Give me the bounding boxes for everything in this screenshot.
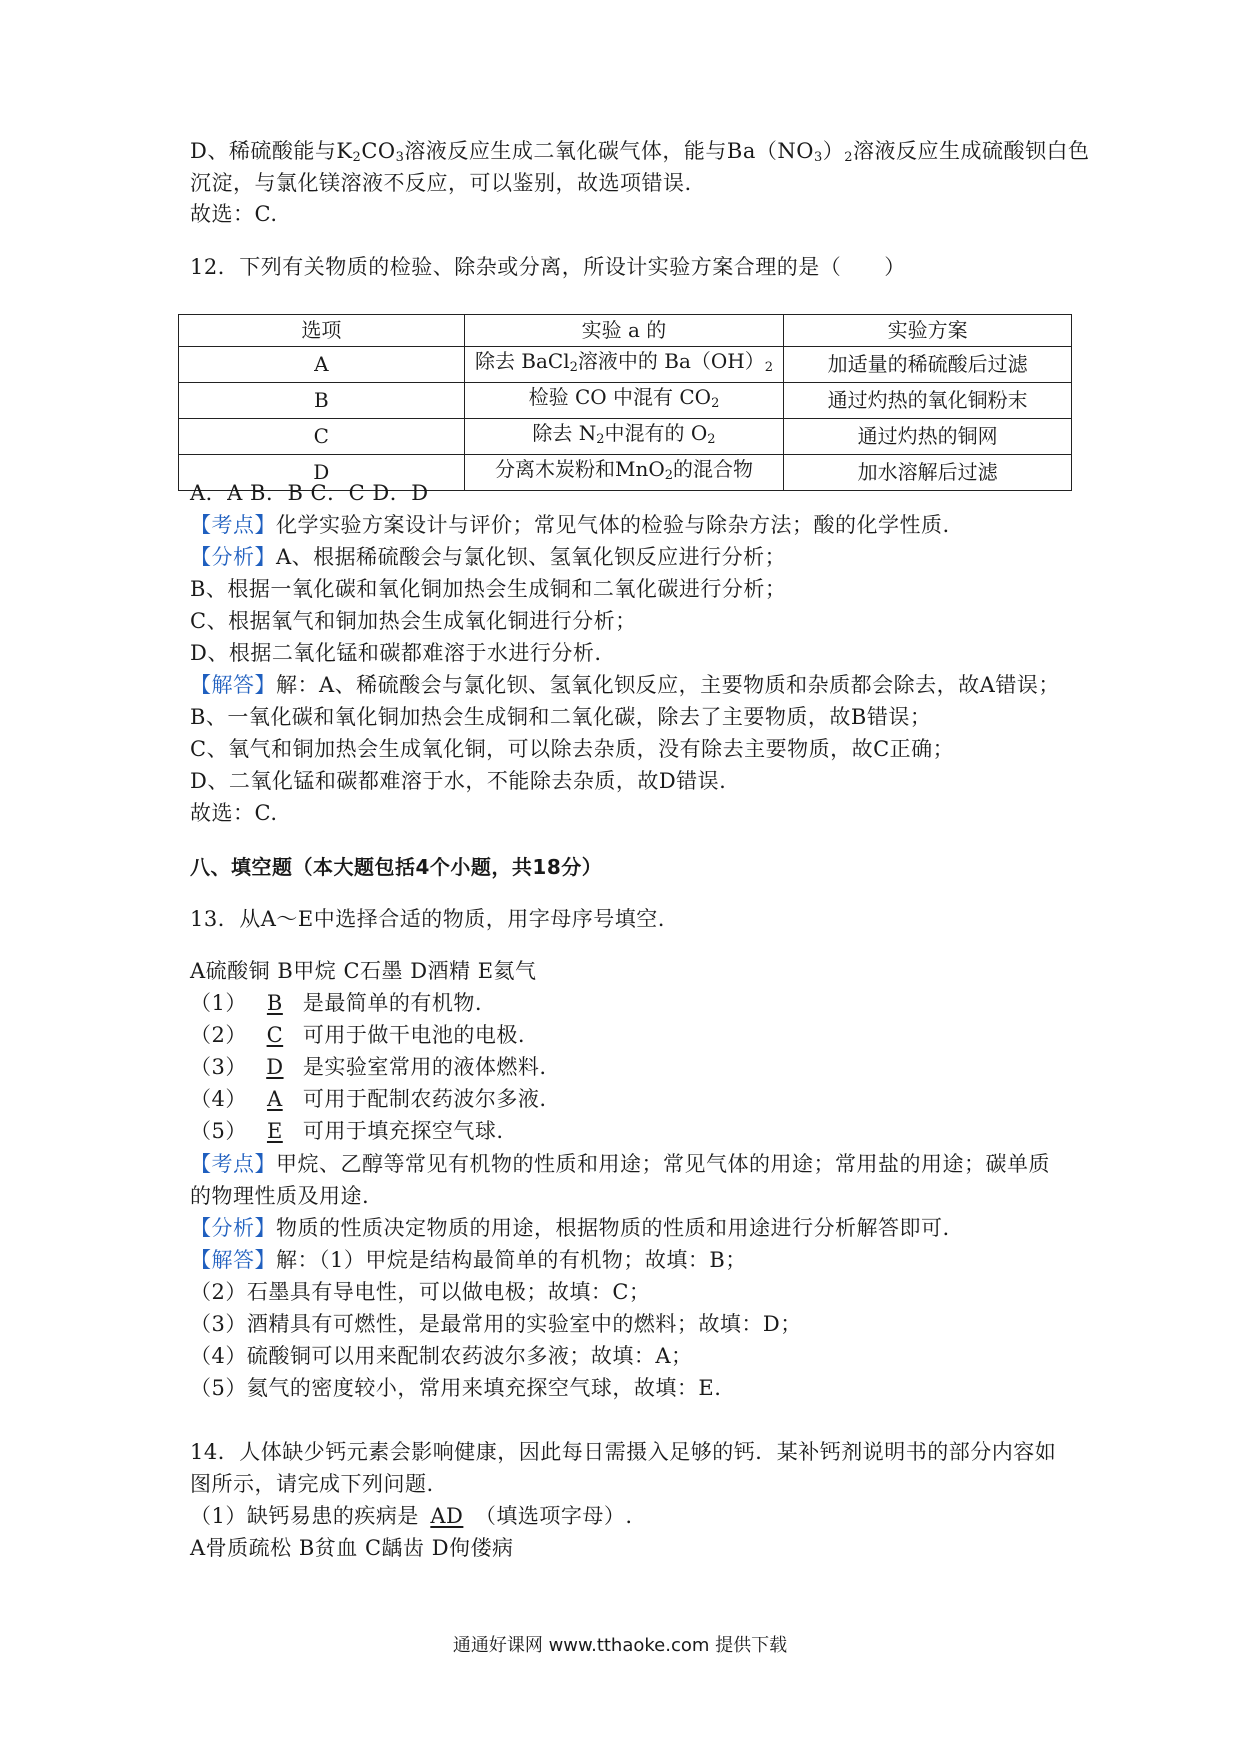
q13-jieda-line: （5）氦气的密度较小，常用来填充探空气球，故填：E. xyxy=(190,1376,722,1400)
fenxi-tag: 【分析】 xyxy=(190,545,276,569)
cell-goal: 分离木炭粉和MnO$_2$的混合物 xyxy=(464,455,784,491)
q12-experiment-table xyxy=(178,314,1072,491)
table-row xyxy=(179,419,1072,455)
q11-option-d-line1: D、稀硫酸能与$K_2CO_3$溶液反应生成二氧化碳气体，能与$Ba(NO_3)_2$溶液反应生成硫酸钡白色 xyxy=(190,139,1090,165)
q12-fenxi-line: B、根据一氧化碳和氧化铜加热会生成铜和二氧化碳进行分析； xyxy=(190,577,787,601)
q11-answer: 故选：C. xyxy=(190,202,278,226)
fenxi-tag: 【分析】 xyxy=(190,1216,276,1240)
q13-item: （2） C 可用于做干电池的电极. xyxy=(190,1020,525,1050)
q12-jieda-line: C、氧气和铜加热会生成氧化铜，可以除去杂质，没有除去主要物质，故C正确； xyxy=(190,737,955,761)
cell-plan: 通过灼热的铜网 xyxy=(784,419,1072,455)
q14-stem-line1: 14．人体缺少钙元素会影响健康，因此每日需摄入足够的钙．某补钙剂说明书的部分内容如 xyxy=(190,1440,1057,1464)
q13-jieda-line: （3）酒精具有可燃性，是最常用的实验室中的燃料；故填：D； xyxy=(190,1312,802,1336)
section-heading: 八、填空题（本大题包括4个小题，共18分） xyxy=(190,855,603,879)
cell-option: A xyxy=(179,347,465,383)
q13-fenxi: 【分析】物质的性质决定物质的用途，根据物质的性质和用途进行分析解答即可. xyxy=(190,1216,950,1240)
kaodian-tag: 【考点】 xyxy=(190,513,276,537)
q12-jieda-line: D、二氧化锰和碳都难溶于水，不能除去杂质，故D错误. xyxy=(190,769,727,793)
table-header-row xyxy=(179,315,1072,347)
cell-option: D xyxy=(179,455,465,491)
q13-kaodian-line2: 的物理性质及用途. xyxy=(190,1184,370,1208)
answer-blank: A xyxy=(267,1087,283,1111)
header-goal: 实验 a 的 xyxy=(464,315,784,347)
answer-blank: D xyxy=(266,1055,284,1079)
q14-choices: A骨质疏松 B贫血 C龋齿 D佝偻病 xyxy=(190,1536,514,1560)
q13-item: （4） A 可用于配制农药波尔多液. xyxy=(190,1084,547,1114)
q13-stem: 13．从A～E中选择合适的物质，用字母序号填空. xyxy=(190,907,665,931)
q12-answer: 故选：C. xyxy=(190,801,278,825)
header-plan: 实验方案 xyxy=(784,315,1072,347)
header-option: 选项 xyxy=(179,315,465,347)
q13-jieda-line: （2）石墨具有导电性，可以做电极；故填：C； xyxy=(190,1280,651,1304)
q13-jieda: 【解答】解：（1）甲烷是结构最简单的有机物；故填：B； xyxy=(190,1248,747,1272)
cell-plan: 加水溶解后过滤 xyxy=(784,455,1072,491)
q12-jieda-line: B、一氧化碳和氧化铜加热会生成铜和二氧化碳，除去了主要物质，故B错误； xyxy=(190,705,932,729)
cell-option: C xyxy=(179,419,465,455)
q14-stem-line2: 图所示，请完成下列问题. xyxy=(190,1472,434,1496)
q12-fenxi-line: D、根据二氧化锰和碳都难溶于水进行分析. xyxy=(190,641,602,665)
cell-goal: 检验 CO 中混有 $CO_2$ xyxy=(464,383,784,419)
q11-option-d-line2: 沉淀，与氯化镁溶液不反应，可以鉴别，故选项错误. xyxy=(190,171,692,195)
jieda-tag: 【解答】 xyxy=(190,1248,276,1272)
cell-goal: 除去 $N_2$中混有的 $O_2$ xyxy=(464,419,784,455)
q12-jieda: 【解答】解：A、稀硫酸会与氯化钡、氢氧化钡反应，主要物质和杂质都会除去，故A错误； xyxy=(190,673,1060,697)
kaodian-tag: 【考点】 xyxy=(190,1152,276,1176)
q14-sub1: （1）缺钙易患的疾病是 AD （填选项字母）. xyxy=(190,1501,633,1531)
table-row xyxy=(179,347,1072,383)
answer-blank: C xyxy=(266,1023,284,1047)
cell-plan: 加适量的稀硫酸后过滤 xyxy=(784,347,1072,383)
page-footer: 通通好课网 www.tthaoke.com 提供下载 xyxy=(452,1635,788,1656)
q13-item: （5） E 可用于填充探空气球. xyxy=(190,1116,504,1146)
q13-choices: A硫酸铜 B甲烷 C石墨 D酒精 E氦气 xyxy=(190,959,537,983)
jieda-tag: 【解答】 xyxy=(190,673,276,697)
answer-blank: B xyxy=(266,991,283,1015)
q13-jieda-line: （4）硫酸铜可以用来配制农药波尔多液；故填：A； xyxy=(190,1344,693,1368)
q12-fenxi: 【分析】A、根据稀硫酸会与氯化钡、氢氧化钡反应进行分析； xyxy=(190,545,787,569)
cell-option: B xyxy=(179,383,465,419)
q13-item: （3） D 是实验室常用的液体燃料. xyxy=(190,1052,547,1082)
q12-fenxi-line: C、根据氧气和铜加热会生成氧化铜进行分析； xyxy=(190,609,637,633)
q13-item: （1） B 是最简单的有机物. xyxy=(190,988,482,1018)
answer-blank: E xyxy=(266,1119,283,1143)
q12-stem: 12．下列有关物质的检验、除杂或分离，所设计实验方案合理的是（ ） xyxy=(190,255,906,279)
table-row xyxy=(179,383,1072,419)
q12-options: A．A B．B C．C D．D xyxy=(190,481,429,505)
cell-goal: 除去 BaCl$_2$溶液中的 $Ba(OH)_2$ xyxy=(464,347,784,383)
q12-kaodian: 【考点】化学实验方案设计与评价；常见气体的检验与除杂方法；酸的化学性质. xyxy=(190,513,950,537)
answer-blank: AD xyxy=(430,1504,464,1528)
cell-plan: 通过灼热的氧化铜粉末 xyxy=(784,383,1072,419)
q13-kaodian: 【考点】甲烷、乙醇等常见有机物的性质和用途；常见气体的用途；常用盐的用途；碳单质 xyxy=(190,1152,1050,1176)
